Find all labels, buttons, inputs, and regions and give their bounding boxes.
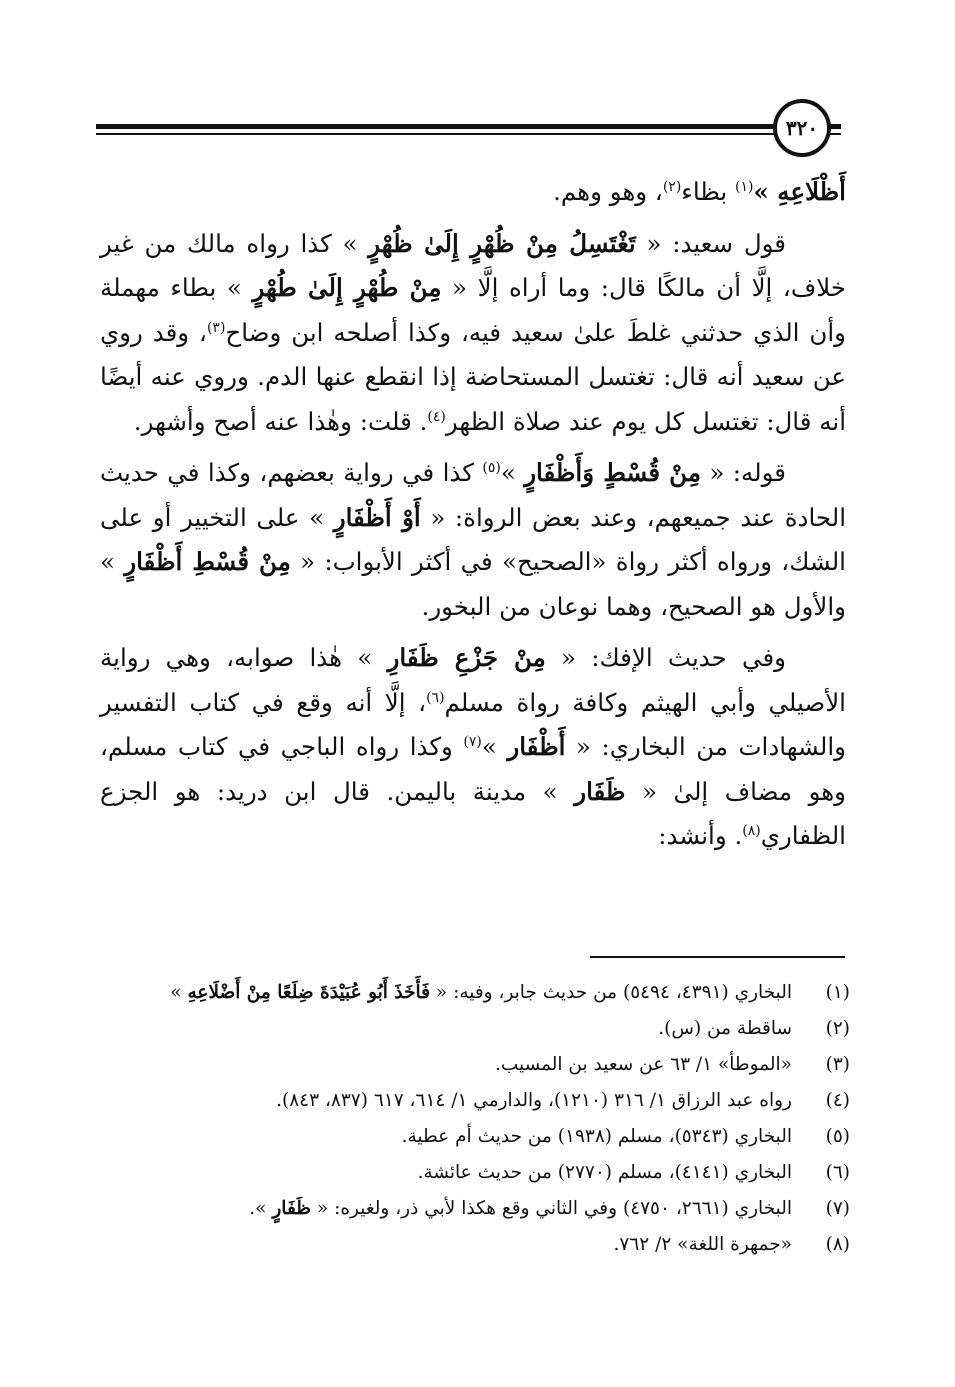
paragraph-1 [100,170,846,215]
footnote-ref[interactable]: (٨) [742,823,761,839]
header-rule-thin [96,133,841,135]
header-rule-thick [96,124,841,129]
paragraph-4 [100,636,846,859]
footnote-number: (٥) [825,1126,850,1147]
footnote-7 [100,1191,850,1227]
footnote-number: (٣) [825,1054,850,1075]
footnote-ref[interactable]: (٧) [463,734,482,750]
footnote-4 [100,1083,850,1119]
text-span: » هٰذا صوابه، وهي رواية الأصيلي وأبي الهيثم وكافة رواة مسلم [100,643,846,717]
text-span: » [481,732,508,761]
footnote-number: (٨) [825,1234,850,1255]
text-span: » [500,458,525,487]
text-span: » على التخيير أو على الشك، ورواه أكثر رواة «الصحيح» في أكثر الأبواب: « [100,502,846,576]
footnote-5 [100,1119,850,1155]
footnote-text: «الموطأ» ١/ ٦٣ عن سعيد بن المسيب. [494,1054,792,1075]
footnote-ref[interactable]: (٦) [426,689,445,706]
page-header [96,98,841,158]
quoted-word: ظَفَار [574,776,626,806]
footnote-text: البخاري (٥٣٤٣)، مسلم (١٩٣٨) من حديث أم عطية. [401,1126,792,1147]
quoted-word: مِنْ قُسْطِ أَظْفَارٍ [124,547,291,576]
quoted-word: مِنْ طُهْرٍ إِلَىٰ طُهْرٍ [252,273,442,302]
quoted-word: مِنْ جَزْعِ ظَفَارِ [387,643,546,672]
footnote-ref[interactable]: (٢) [662,179,682,195]
footnotes [100,975,850,1263]
text-span: وكذا رواه الباجي في كتاب مسلم، وهو مضاف إلىٰ « [100,732,846,806]
footnote-separator [590,956,845,958]
main-text [100,170,846,859]
paragraph-2 [100,222,846,445]
text-span: قوله: « [700,458,786,487]
quoted-word: أَوْ أَظْفَارٍ [333,502,421,532]
text-span: » بطاء مهملة وأن الذي حدثني غلطَ علىٰ سعيد فيه، وكذا أصلحه ابن وضاح [100,273,846,347]
text-span: ، وقد روي عن سعيد أنه قال: تغتسل المستحاضة إذا انقطع عنها الدم. وروي عنه أيضًا أنه قال: تغتسل كل يوم عند صلاة الظهر [100,317,846,436]
quoted-word: أَظْفَار [507,732,566,761]
footnote-ref[interactable]: (٣) [206,319,226,336]
footnote-6 [100,1155,850,1191]
footnote-ref[interactable]: (٤) [427,408,446,425]
footnote-8 [100,1227,850,1263]
text-span: ، وهو وهم. [553,177,663,206]
footnote-3 [100,1047,850,1083]
quoted-word: مِنْ قُسْطٍ وَأَظْفَارٍ [524,458,701,487]
paragraph-3 [100,451,846,629]
footnote-ref[interactable]: (٥) [482,460,501,476]
text-span: بظاء [681,177,735,206]
page-number-badge [773,99,831,157]
footnote-1 [100,975,850,1011]
footnote-text: رواه عبد الرزاق ١/ ٣١٦ (١٢١٠)، والدارمي ١/ ٦١٤، ٦١٧ (٨٣٧، ٨٤٣). [276,1090,792,1111]
footnote-number: (١) [825,982,850,1003]
footnote-text: البخاري (٤٣٩١، ٥٤٩٤) من حديث جابر، وفيه: « فَأَخَذَ أَبُو عُبَيْدَةَ ضِلَعًا مِنْ أَضْلَاعِهِ » [170,982,792,1003]
footnote-text: البخاري (٤١٤١)، مسلم (٢٧٧٠) من حديث عائشة. [417,1162,792,1183]
text-span: ، إلَّا أنه وقع في كتاب التفسير والشهادات من البخاري: « [100,687,846,761]
footnote-text: ساقطة من (س). [658,1018,792,1039]
text-span: . وأنشد: [658,821,743,850]
footnote-2 [100,1011,850,1047]
text-span: . قلت: وهٰذا عنه أصح وأشهر. [133,406,428,436]
quoted-word: تَغْتَسِلُ مِنْ ظُهْرٍ إِلَىٰ ظُهْرٍ [368,228,636,258]
footnote-text: البخاري (٢٦٦١، ٤٧٥٠) وفي الثاني وقع هكذا لأبي ذر، ولغيره: « ظَفَارٍ ». [249,1198,792,1219]
footnote-number: (٦) [825,1162,850,1183]
footnote-text: «جمهرة اللغة» ٢/ ٧٦٢. [613,1234,792,1255]
footnote-number: (٢) [825,1018,850,1039]
footnote-ref[interactable]: (١) [735,179,754,195]
text-span: كذا في رواية بعضهم، وكذا في حديث الحادة عند جميعهم، وعند بعض الرواة: « [100,458,846,532]
text-span: » كذا رواه مالك من غير خلاف، إلَّا أن مالكًا قال: وما أراه إلَّا « [100,228,846,302]
text-span: وفي حديث الإفك: « [545,643,786,672]
text-span: » والأول هو الصحيح، وهما نوعان من البخور. [100,547,846,621]
footnote-number: (٧) [825,1198,850,1219]
quoted-word: أَظْلَاعِهِ » [753,177,846,206]
page-number: ٣٢٠ [785,116,819,140]
footnote-number: (٤) [825,1090,850,1111]
text-span: » مدينة باليمن. قال ابن دريد: هو الجزع الظفاري [100,776,846,850]
text-span: قول سعيد: « [635,228,786,258]
